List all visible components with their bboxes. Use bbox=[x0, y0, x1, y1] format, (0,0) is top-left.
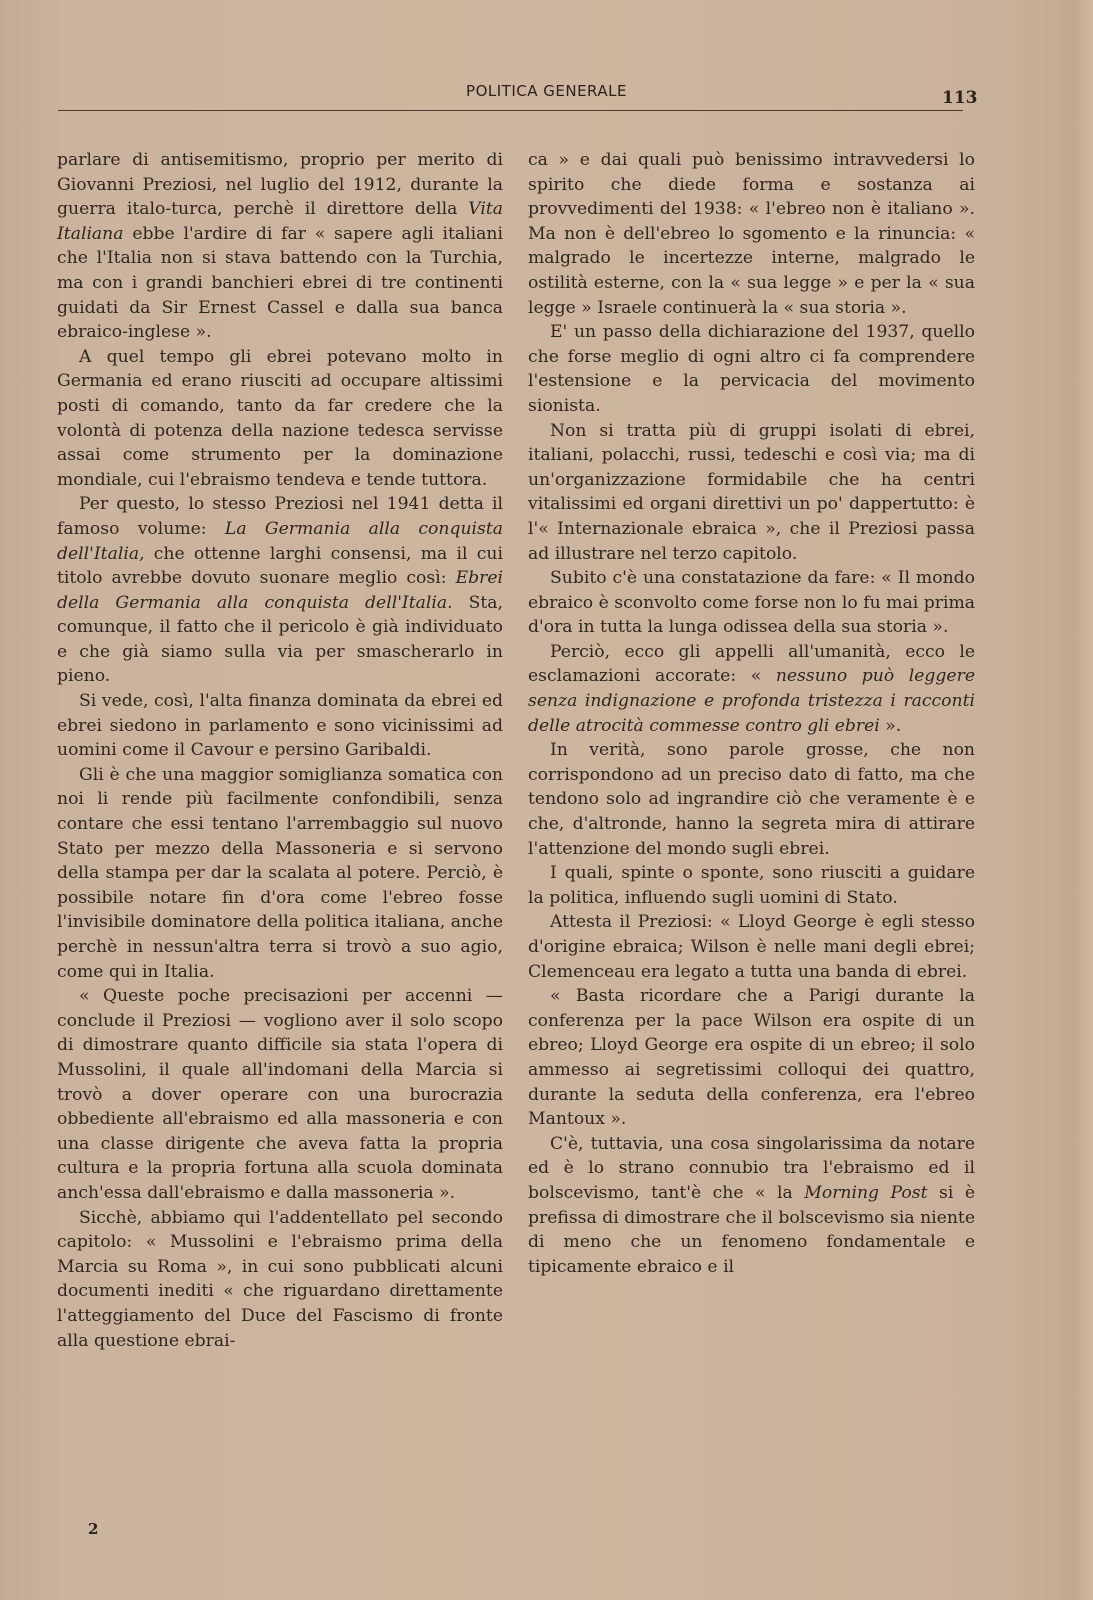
paragraph bbox=[528, 640, 975, 738]
right-column bbox=[528, 148, 975, 1279]
paragraph bbox=[57, 492, 503, 689]
text-run: si è prefissa di dimostrare che il bolscevismo sia niente di meno che un fenomeno fondamentale e tipicamente ebraico e il bbox=[528, 1182, 975, 1277]
paragraph bbox=[528, 1132, 975, 1280]
paragraph: ca » e dai quali può benissimo intravvedersi lo spirito che diede forma e sostanza ai provvedimenti del 1938: « l'ebreo non è italiano ». Ma non è dell'ebreo lo sgomento e la rinuncia: « malgrado le incertezze interne, malgrado le ostilità esterne, con la « sua legge » e per la « sua legge » Israele continuerà la « sua storia ». bbox=[528, 150, 975, 318]
text-run: C'è, tuttavia, una cosa singolarissima da notare ed è lo strano connubio tra l'ebraismo ed il bolscevismo, tant'è che « la bbox=[528, 1133, 975, 1203]
text-run: che ottenne larghi consensi, ma il cui titolo avrebbe dovuto suonare meglio così: bbox=[57, 543, 503, 589]
paragraph: Si vede, così, l'alta finanza dominata da ebrei ed ebrei siedono in parlamento e sono vicinissimi ad uomini come il Cavour e persino Garibaldi. bbox=[57, 691, 503, 761]
paragraph: I quali, spinte o sponte, sono riusciti a guidare la politica, influendo sugli uomini di Stato. bbox=[528, 863, 975, 908]
italic-title: Ebrei della Germania alla conquista dell'Italia. bbox=[57, 568, 503, 613]
text-run: ebbe l'ardire di far « sapere agli italiani che l'Italia non si stava battendo con la Turchia, ma con i grandi banchieri ebrei di tre continenti guidati da Sir Ernest Cassel e dalla sua banca ebraico-inglese ». bbox=[57, 223, 503, 343]
left-column bbox=[57, 148, 503, 1353]
italic-title: Vita Italiana bbox=[57, 199, 503, 244]
italic-title: Morning Post bbox=[804, 1182, 928, 1203]
page-number: 113 bbox=[942, 88, 978, 108]
paragraph: Attesta il Preziosi: « Lloyd George è egli stesso d'origine ebraica; Wilson è nelle mani degli ebrei; Clemenceau era legato a tutta una banda di ebrei. bbox=[528, 912, 975, 982]
text-run: ». bbox=[879, 715, 902, 736]
paragraph: « Basta ricordare che a Parigi durante la conferenza per la pace Wilson era ospite di un ebreo; Lloyd George era ospite di un ebreo; il solo ammesso ai segretissimi colloqui dei quattro, durante la seduta della conferenza, era l'ebreo Mantoux ». bbox=[528, 986, 975, 1130]
text-run: parlare di antisemitismo, proprio per merito di Giovanni Preziosi, nel luglio del 1912, durante la guerra italo-turca, perchè il direttore della bbox=[57, 150, 503, 220]
italic-title: La Germania alla conquista dell'Italia, bbox=[57, 518, 504, 564]
running-title: POLITICA GENERALE bbox=[466, 82, 627, 100]
paragraph: Subito c'è una constatazione da fare: « Il mondo ebraico è sconvolto come forse non lo fu mai prima d'ora in tutta la lunga odissea della sua storia ». bbox=[528, 568, 975, 638]
text-run: Per questo, lo stesso Preziosi nel 1941 detta il famoso volume: bbox=[57, 494, 503, 539]
italic-quote: nessuno può leggere senza indignazione e profonda tristezza i racconti delle atrocità commesse contro gli ebrei bbox=[528, 666, 975, 736]
paragraph: Gli è che una maggior somiglianza somatica con noi li rende più facilmente confondibili, senza contare che essi tentano l'arrembaggio sul nuovo Stato per mezzo della Massoneria e si servono della stampa per dar la scalata al potere. Perciò, è possibile notare fin d'ora come l'ebreo fosse l'invisibile dominatore della politica italiana, anche perchè in nessun'altra terra si trovò a suo agio, come qui in Italia. bbox=[57, 764, 503, 982]
text-run: Sta, comunque, il fatto che il pericolo è già individuato e che già siamo sulla via per smascherarlo in pieno. bbox=[57, 592, 504, 687]
paragraph: Non si tratta più di gruppi isolati di ebrei, italiani, polacchi, russi, tedeschi e così via; ma di un'organizzazione formidabile che ha centri vitalissimi ed organi direttivi un po' dappertutto: è l'« Internazionale ebraica », che il Preziosi passa ad illustrare nel terzo capitolo. bbox=[528, 420, 975, 564]
header-rule bbox=[58, 110, 963, 111]
paragraph bbox=[57, 148, 503, 345]
paragraph: A quel tempo gli ebrei potevano molto in Germania ed erano riusciti ad occupare altissimi posti di comando, tanto da far credere che la volontà di potenza della nazione tedesca servisse assai come strumento per la dominazione mondiale, cui l'ebraismo tendeva e tende tuttora. bbox=[57, 346, 503, 490]
text-run: Perciò, ecco gli appelli all'umanità, ecco le esclamazioni accorate: « bbox=[528, 641, 975, 687]
signature-mark: 2 bbox=[88, 1520, 99, 1538]
paragraph: Sicchè, abbiamo qui l'addentellato pel secondo capitolo: « Mussolini e l'ebraismo prima della Marcia su Roma », in cui sono pubblicati alcuni documenti inediti « che riguardano direttamente l'atteggiamento del Duce del Fascismo di fronte alla questione ebrai- bbox=[57, 1207, 503, 1351]
paragraph: « Queste poche precisazioni per accenni — conclude il Preziosi — vogliono aver il solo scopo di dimostrare quanto difficile sia stata l'opera di Mussolini, il quale all'indomani della Marcia si trovò a dover operare con una burocrazia obbediente all'ebraismo ed alla massoneria e con una classe dirigente che aveva fatta la propria cultura e la propria fortuna alla scuola dominata anch'essa dall'ebraismo e dalla massoneria ». bbox=[57, 986, 503, 1203]
paragraph: E' un passo della dichiarazione del 1937, quello che forse meglio di ogni altro ci fa comprendere l'estensione e la pervicacia del movimento sionista. bbox=[528, 322, 975, 416]
paragraph: In verità, sono parole grosse, che non corrispondono ad un preciso dato di fatto, ma che tendono solo ad ingrandire ciò che veramente è e che, d'altronde, hanno la segreta mira di attirare l'attenzione del mondo sugli ebrei. bbox=[528, 740, 975, 859]
